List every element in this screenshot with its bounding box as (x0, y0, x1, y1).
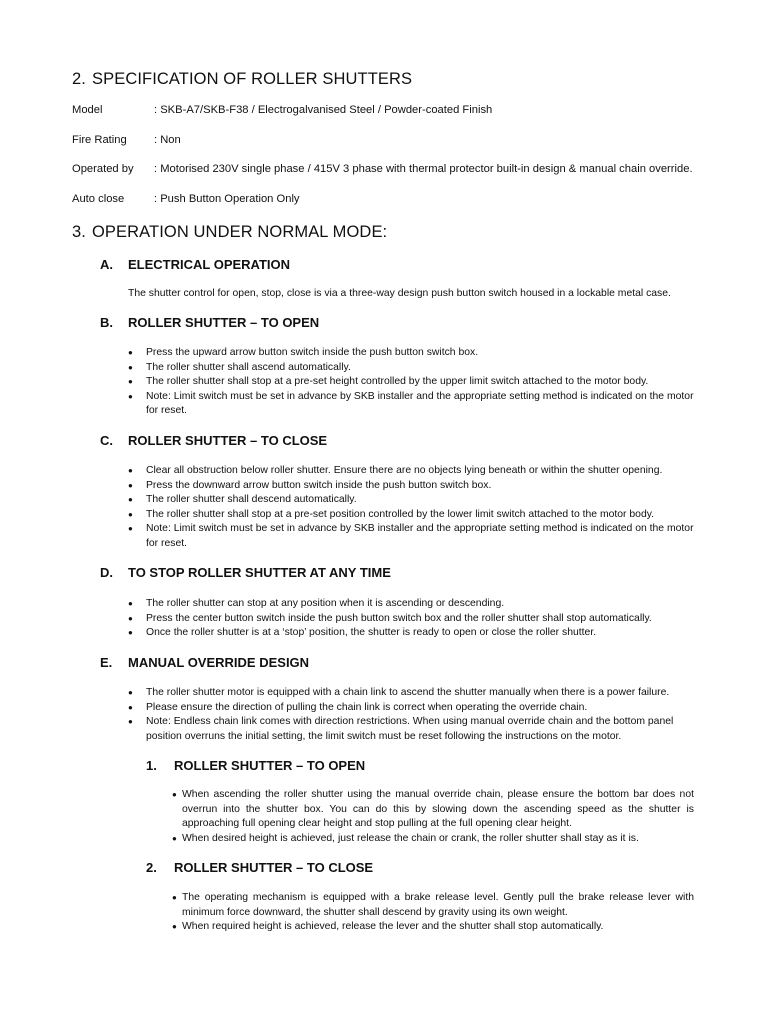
subsection-letter: E. (100, 655, 113, 670)
bullet-icon: ● (172, 893, 177, 902)
list-item-text: Once the roller shutter is at a ‘stop’ position, the shutter is ready to open or close the roller shutter. (146, 627, 597, 638)
list-item (128, 686, 694, 701)
list-item-text: When required height is achieved, release the lever and the shutter shall stop automatically. (182, 921, 604, 932)
bullet-icon: ● (128, 509, 133, 519)
spec-value-fire-rating: : Non (154, 134, 181, 146)
bullet-icon: ● (172, 833, 177, 843)
list-item (172, 891, 694, 920)
section-3-heading (72, 223, 387, 242)
subsection-number: 2. (146, 860, 157, 875)
subsection-title: ROLLER SHUTTER – TO OPEN (128, 315, 320, 330)
list-item (128, 375, 694, 390)
bullet-icon: ● (128, 524, 133, 533)
bullet-icon: ● (128, 702, 133, 712)
list-item (128, 626, 694, 641)
subsection-title: ROLLER SHUTTER – TO CLOSE (128, 433, 328, 448)
bullet-icon: ● (128, 613, 133, 623)
bullet-icon: ● (172, 922, 177, 931)
list-item-text: Press the upward arrow button switch inside the push button switch box. (146, 347, 479, 358)
list-item-text: Press the downward arrow button switch inside the push button switch box. (146, 479, 492, 491)
list-item-text: The roller shutter can stop at any position when it is ascending or descending. (146, 598, 505, 609)
bullet-icon: ● (128, 391, 133, 401)
list-item-text: The roller shutter motor is equipped with a chain link to ascend the shutter manually when there is a power failure. (146, 687, 670, 698)
spec-value-operated-by: : Motorised 230V single phase / 415V 3 phase with thermal protector built-in design & manual chain override. (154, 163, 693, 175)
subsection-number: 1. (146, 758, 157, 773)
bullet-icon: ● (128, 495, 133, 504)
list-item (128, 346, 694, 361)
list-item-text: Please ensure the direction of pulling the chain link is correct when operating the override chain. (146, 701, 588, 713)
bullet-icon: ● (128, 480, 133, 490)
list-item (128, 464, 694, 479)
bullet-icon: ● (128, 348, 133, 357)
spec-label-auto-close: Auto close (72, 193, 125, 205)
list-item-text: Press the center button switch inside the push button switch box and the roller shutter shall stop automatically. (146, 612, 652, 624)
section-number: 2. (72, 70, 86, 88)
bullet-icon: ● (128, 377, 133, 386)
close-steps-list (128, 464, 694, 551)
list-item (128, 701, 694, 716)
list-item (172, 788, 694, 832)
subsection-letter: B. (100, 315, 113, 330)
bullet-icon: ● (128, 362, 133, 372)
subsection-letter: A. (100, 257, 113, 272)
spec-value-auto-close: : Push Button Operation Only (154, 193, 300, 205)
spec-label-model: Model (72, 104, 103, 116)
subsection-title: TO STOP ROLLER SHUTTER AT ANY TIME (128, 565, 391, 580)
list-item-text: The operating mechanism is equipped with a brake release level. Gently pull the brake release lever with minimum force downward, the shutter shall descend by gravity using its own weight. (182, 892, 694, 918)
stop-steps-list (128, 597, 694, 641)
list-item (172, 920, 694, 935)
list-item-text: Note: Limit switch must be set in advance by SKB installer and the appropriate setting method is indicated on the motor for reset. (146, 390, 694, 416)
bullet-icon: ● (128, 628, 133, 637)
manual-close-list (172, 891, 694, 935)
subsection-title: ELECTRICAL OPERATION (128, 257, 291, 272)
open-steps-list (128, 346, 694, 419)
list-item-text: When desired height is achieved, just release the chain or crank, the roller shutter shall stay as it is. (182, 832, 639, 844)
list-item (172, 832, 694, 847)
list-item-text: The roller shutter shall ascend automatically. (146, 361, 351, 373)
list-item-text: Note: Limit switch must be set in advance by SKB installer and the appropriate setting method is indicated on the motor for reset. (146, 523, 694, 549)
list-item (128, 597, 694, 612)
subsection-title: ROLLER SHUTTER – TO OPEN (174, 758, 366, 773)
section-number: 3. (72, 223, 86, 241)
electrical-operation-text: The shutter control for open, stop, close is via a three-way design push button switch housed in a lockable metal case. (128, 288, 671, 299)
list-item-text: When ascending the roller shutter using the manual override chain, please ensure the bottom bar does not overrun into the shutter box. You can do this by slowing down the ascending speed as the shutter is approaching full opening clear height and stop pulling at the full opening clear height. (182, 789, 694, 829)
section-title: SPECIFICATION OF ROLLER SHUTTERS (92, 70, 413, 88)
list-item (128, 715, 694, 744)
bullet-icon: ● (172, 790, 177, 799)
list-item-text: Clear all obstruction below roller shutter. Ensure there are no objects lying beneath or within the shutter opening. (146, 465, 663, 476)
section-2-heading (72, 70, 412, 89)
subsection-letter: C. (100, 433, 113, 448)
manual-override-list (128, 686, 694, 744)
bullet-icon: ● (128, 688, 133, 697)
list-item (128, 479, 694, 494)
list-item (128, 390, 694, 419)
list-item (128, 493, 694, 508)
list-item-text: The roller shutter shall stop at a pre-set position controlled by the lower limit switch attached to the motor body. (146, 508, 655, 520)
subsection-title: ROLLER SHUTTER – TO CLOSE (174, 860, 374, 875)
list-item (128, 612, 694, 627)
bullet-icon: ● (128, 717, 133, 726)
subsection-letter: D. (100, 565, 113, 580)
list-item-text: Note: Endless chain link comes with direction restrictions. When using manual override chain and the bottom panel position overruns the initial setting, the limit switch must be reset following the instructions on the motor. (146, 716, 674, 742)
list-item (128, 508, 694, 523)
subsection-title: MANUAL OVERRIDE DESIGN (128, 655, 310, 670)
manual-open-list (172, 788, 694, 846)
list-item (128, 522, 694, 551)
list-item (128, 361, 694, 376)
section-title: OPERATION UNDER NORMAL MODE: (92, 223, 388, 241)
bullet-icon: ● (128, 466, 133, 475)
bullet-icon: ● (128, 599, 133, 608)
spec-label-operated-by: Operated by (72, 163, 134, 175)
spec-label-fire-rating: Fire Rating (72, 134, 127, 146)
list-item-text: The roller shutter shall descend automatically. (146, 494, 357, 505)
spec-value-model: : SKB-A7/SKB-F38 / Electrogalvanised Steel / Powder-coated Finish (154, 104, 493, 116)
list-item-text: The roller shutter shall stop at a pre-set height controlled by the upper limit switch attached to the motor body. (146, 376, 649, 387)
